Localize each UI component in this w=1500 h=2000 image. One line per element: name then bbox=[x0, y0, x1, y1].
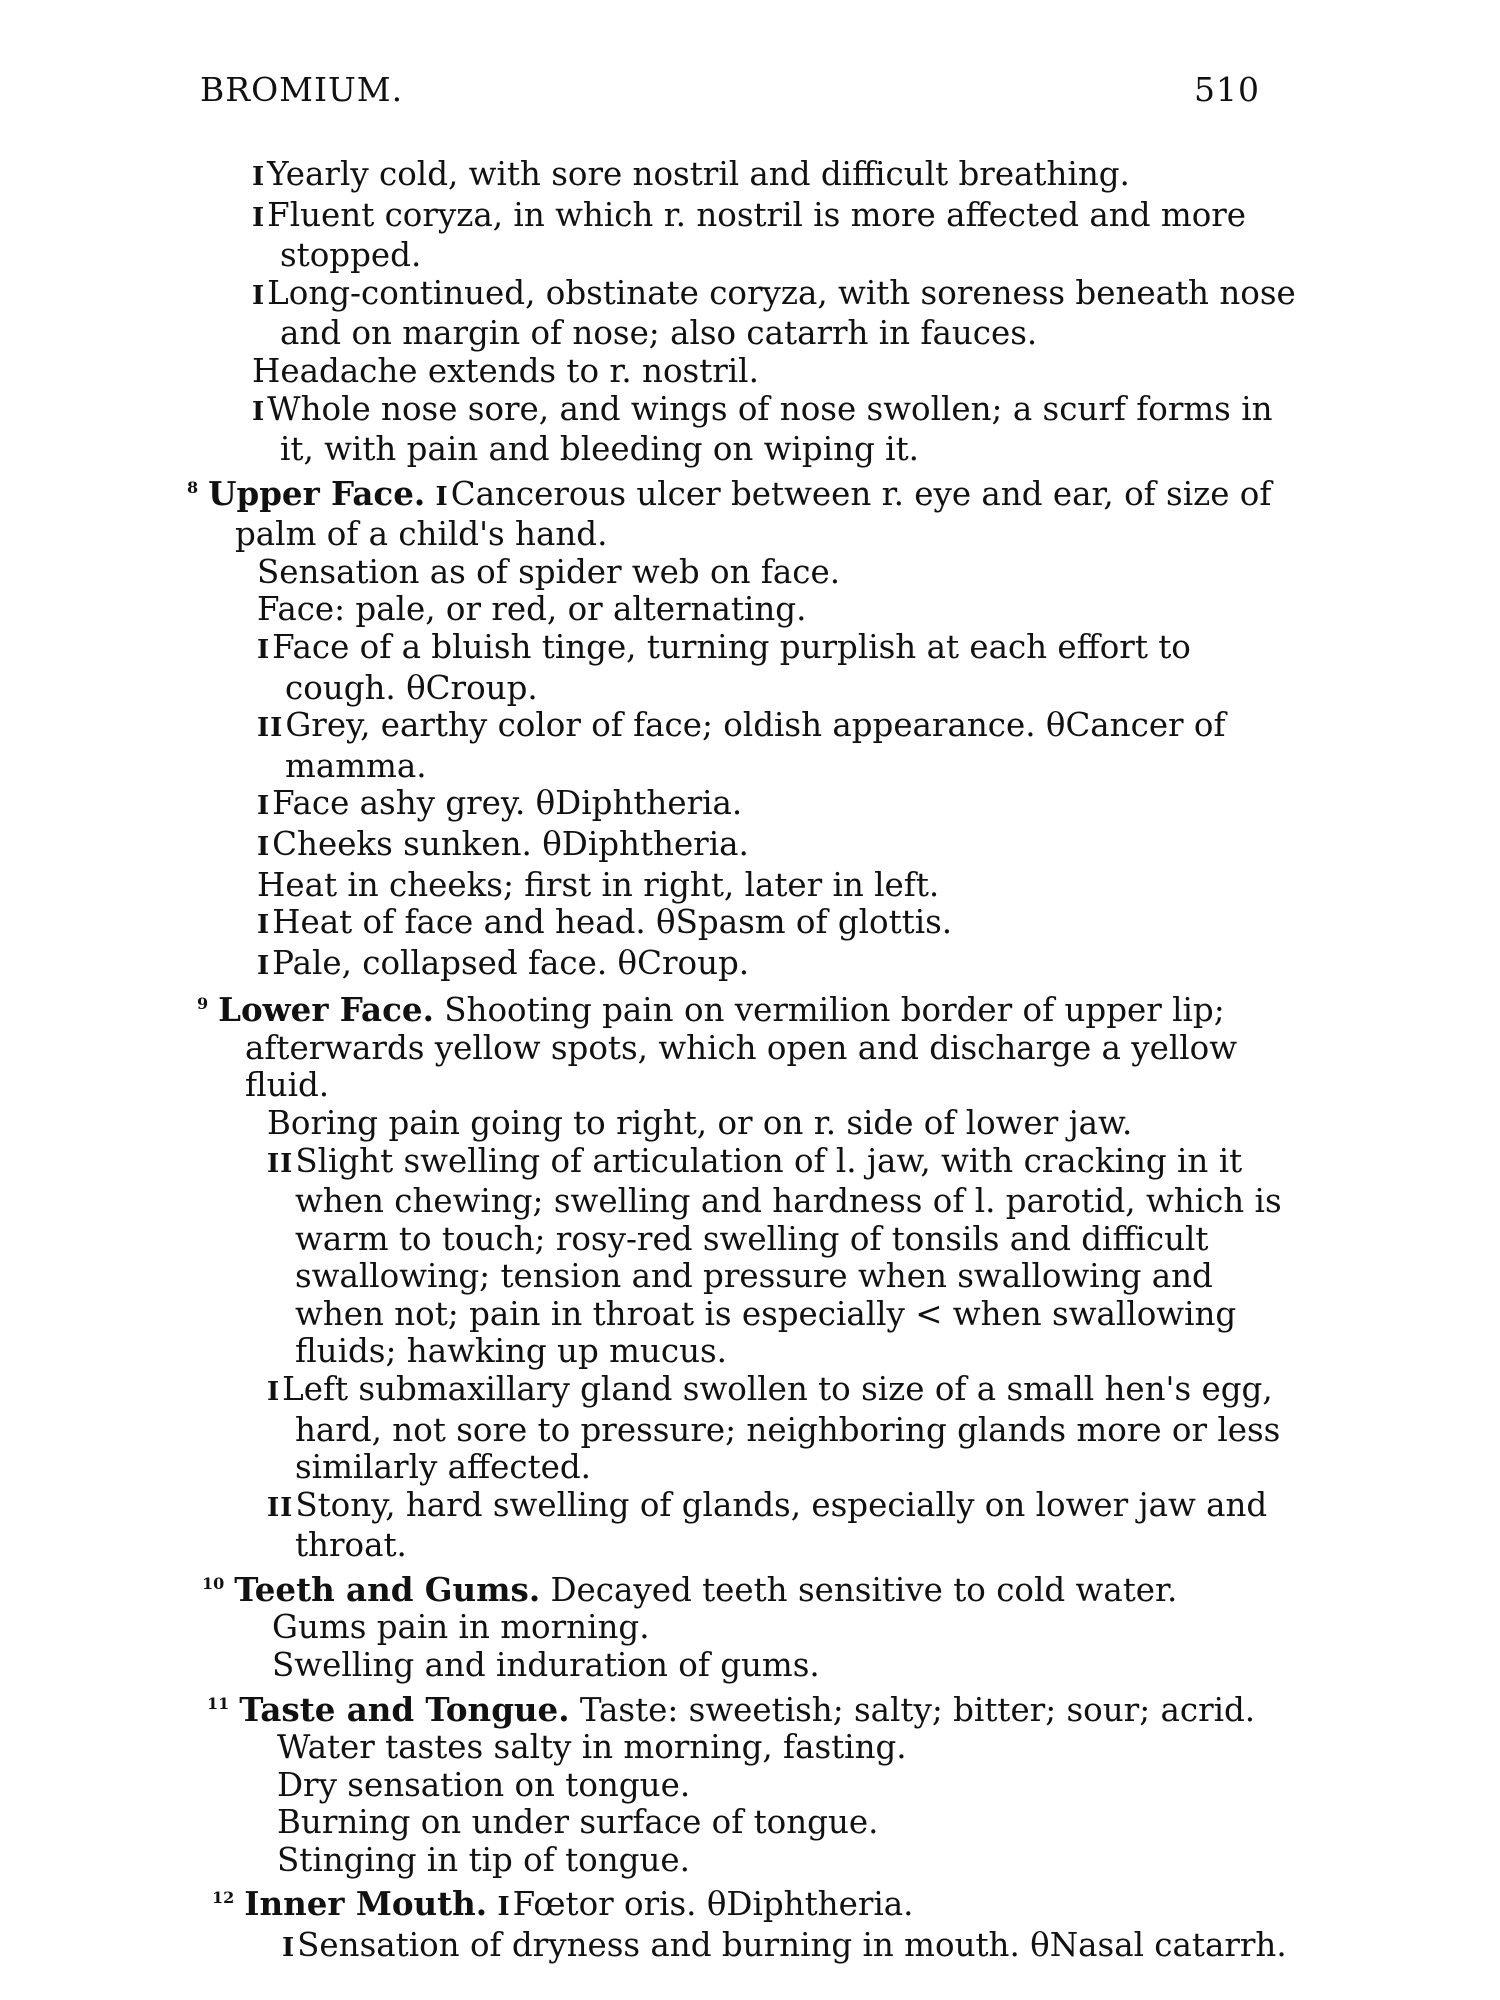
symptom-entry bbox=[282, 1925, 1300, 1968]
section-title: Teeth and Gums. bbox=[234, 1569, 541, 1609]
entry-text: Burning on under surface of tongue. bbox=[277, 1803, 879, 1842]
entry-text: Taste: sweetish; salty; bitter; sour; acrid. bbox=[579, 1690, 1256, 1729]
section-title: Inner Mouth. bbox=[244, 1884, 488, 1924]
symptom-entry bbox=[252, 155, 1300, 197]
emphasis-mark: I bbox=[267, 1377, 281, 1408]
section-title: Lower Face. bbox=[218, 990, 434, 1030]
section-title: Taste and Tongue. bbox=[239, 1689, 570, 1729]
emphasis-mark: I bbox=[257, 910, 271, 941]
section-heading bbox=[197, 985, 1300, 1105]
symptom-entry bbox=[252, 389, 1300, 469]
entry-text: Dry sensation on tongue. bbox=[277, 1765, 691, 1804]
entry-text: Slight swelling of articulation of l. jaw, with cracking in it when chewing; swelling and hardness of l. parotid, which is warm to touch; rosy-red swelling of tonsils and difficult swallowing; tension and pressure when swallowing and when not; pain in throat is especially < when swallowing fluids; hawking up mucus. bbox=[295, 1141, 1282, 1371]
emphasis-mark: I bbox=[252, 280, 266, 311]
symptom-entry bbox=[277, 1803, 1300, 1842]
entry-text: Pale, collapsed face. θCroup. bbox=[272, 943, 750, 982]
emphasis-mark: I bbox=[257, 950, 271, 981]
emphasis-mark: I bbox=[497, 1892, 511, 1923]
section-number: 8 bbox=[187, 477, 199, 497]
symptom-entry bbox=[257, 903, 1300, 945]
symptom-entry bbox=[272, 1646, 1300, 1685]
entry-text: Swelling and induration of gums. bbox=[272, 1646, 820, 1685]
symptom-entry bbox=[257, 590, 1300, 629]
symptom-entry bbox=[257, 824, 1300, 867]
emphasis-mark: I bbox=[252, 162, 266, 192]
symptom-entry bbox=[267, 1141, 1300, 1372]
entry-text: Stinging in tip of tongue. bbox=[277, 1840, 690, 1879]
section-heading bbox=[202, 1565, 1300, 1609]
symptom-entry bbox=[267, 1103, 1300, 1143]
emphasis-mark: I bbox=[282, 1932, 296, 1963]
entry-text: Long-continued, obstinate coryza, with soreness beneath nose and on margin of nose; also catarrh in fauces. bbox=[267, 273, 1296, 353]
symptom-entry bbox=[277, 1765, 1300, 1805]
symptom-entry bbox=[257, 706, 1300, 785]
section-heading bbox=[187, 469, 1300, 554]
section-heading bbox=[207, 1685, 1300, 1729]
symptom-entry bbox=[277, 1728, 1300, 1767]
section-heading bbox=[212, 1879, 1300, 1926]
entry-text: Heat of face and head. θSpasm of glottis. bbox=[272, 903, 953, 942]
entry-text: Grey, earthy color of face; oldish appearance. θCancer of mamma. bbox=[285, 706, 1226, 785]
entry-text: Gums pain in morning. bbox=[272, 1608, 650, 1647]
entry-text: Sensation of dryness and burning in mouth. θNasal catarrh. bbox=[297, 1925, 1287, 1964]
section-number: 12 bbox=[212, 1888, 235, 1908]
entry-text: Yearly cold, with sore nostril and difficult breathing. bbox=[267, 155, 1130, 193]
entry-text: Stony, hard swelling of glands, especially on lower jaw and throat. bbox=[295, 1485, 1268, 1565]
entry-text: Shooting pain on vermilion border of upper lip; afterwards yellow spots, which open and discharge a yellow fluid. bbox=[245, 991, 1238, 1105]
page-title: BROMIUM. bbox=[200, 70, 404, 109]
emphasis-mark: I bbox=[435, 481, 449, 512]
entry-text: Face ashy grey. θDiphtheria. bbox=[272, 784, 743, 823]
section-number: 11 bbox=[207, 1693, 230, 1713]
page-body bbox=[187, 155, 1300, 1967]
entry-text: Fluent coryza, in which r. nostril is more affected and more stopped. bbox=[267, 195, 1247, 275]
entry-text: Fœtor oris. θDiphtheria. bbox=[512, 1885, 914, 1924]
symptom-entry bbox=[257, 552, 1300, 592]
symptom-entry bbox=[252, 273, 1300, 353]
entry-text: Whole nose sore, and wings of nose swollen; a scurf forms in it, with pain and bleeding on wiping it. bbox=[267, 389, 1273, 469]
entry-text: Left submaxillary gland swollen to size of a small hen's egg, hard, not sore to pressure; neighboring glands more or less similarly affected. bbox=[282, 1370, 1281, 1487]
entry-text: Sensation as of spider web on face. bbox=[257, 552, 841, 591]
entry-text: Decayed teeth sensitive to cold water. bbox=[550, 1570, 1178, 1609]
running-header bbox=[200, 70, 1260, 122]
symptom-entry bbox=[257, 943, 1300, 986]
symptom-entry bbox=[272, 1608, 1300, 1647]
section-number: 10 bbox=[202, 1574, 225, 1594]
emphasis-mark: I bbox=[252, 396, 266, 427]
emphasis-mark: II bbox=[257, 713, 284, 744]
entry-text: Headache extends to r. nostril. bbox=[252, 351, 759, 390]
symptom-entry bbox=[267, 1370, 1300, 1487]
symptom-entry bbox=[252, 351, 1300, 391]
symptom-entry bbox=[277, 1840, 1300, 1880]
emphasis-mark: II bbox=[267, 1148, 294, 1179]
emphasis-mark: I bbox=[257, 831, 271, 862]
symptom-entry bbox=[257, 865, 1300, 905]
entry-text: Heat in cheeks; first in right, later in left. bbox=[257, 865, 940, 904]
entry-text: Boring pain going to right, or on r. side of lower jaw. bbox=[267, 1103, 1133, 1142]
section-title: Upper Face. bbox=[208, 473, 426, 513]
symptom-entry bbox=[257, 784, 1300, 826]
entry-text: Cheeks sunken. θDiphtheria. bbox=[272, 824, 749, 863]
symptom-entry bbox=[252, 195, 1300, 275]
emphasis-mark: II bbox=[267, 1492, 294, 1523]
symptom-entry bbox=[267, 1485, 1300, 1565]
emphasis-mark: I bbox=[257, 791, 271, 822]
symptom-entry bbox=[257, 627, 1300, 707]
entry-text: Face: pale, or red, or alternating. bbox=[257, 590, 807, 629]
page-number: 510 bbox=[1194, 70, 1260, 109]
section-number: 9 bbox=[197, 994, 209, 1014]
emphasis-mark: I bbox=[252, 202, 266, 233]
entry-text: Face of a bluish tinge, turning purplish at each effort to cough. θCroup. bbox=[272, 627, 1191, 707]
entry-text: Water tastes salty in morning, fasting. bbox=[277, 1728, 907, 1767]
entry-text: Cancerous ulcer between r. eye and ear, of size of palm of a child's hand. bbox=[235, 474, 1272, 554]
emphasis-mark: I bbox=[257, 634, 271, 665]
